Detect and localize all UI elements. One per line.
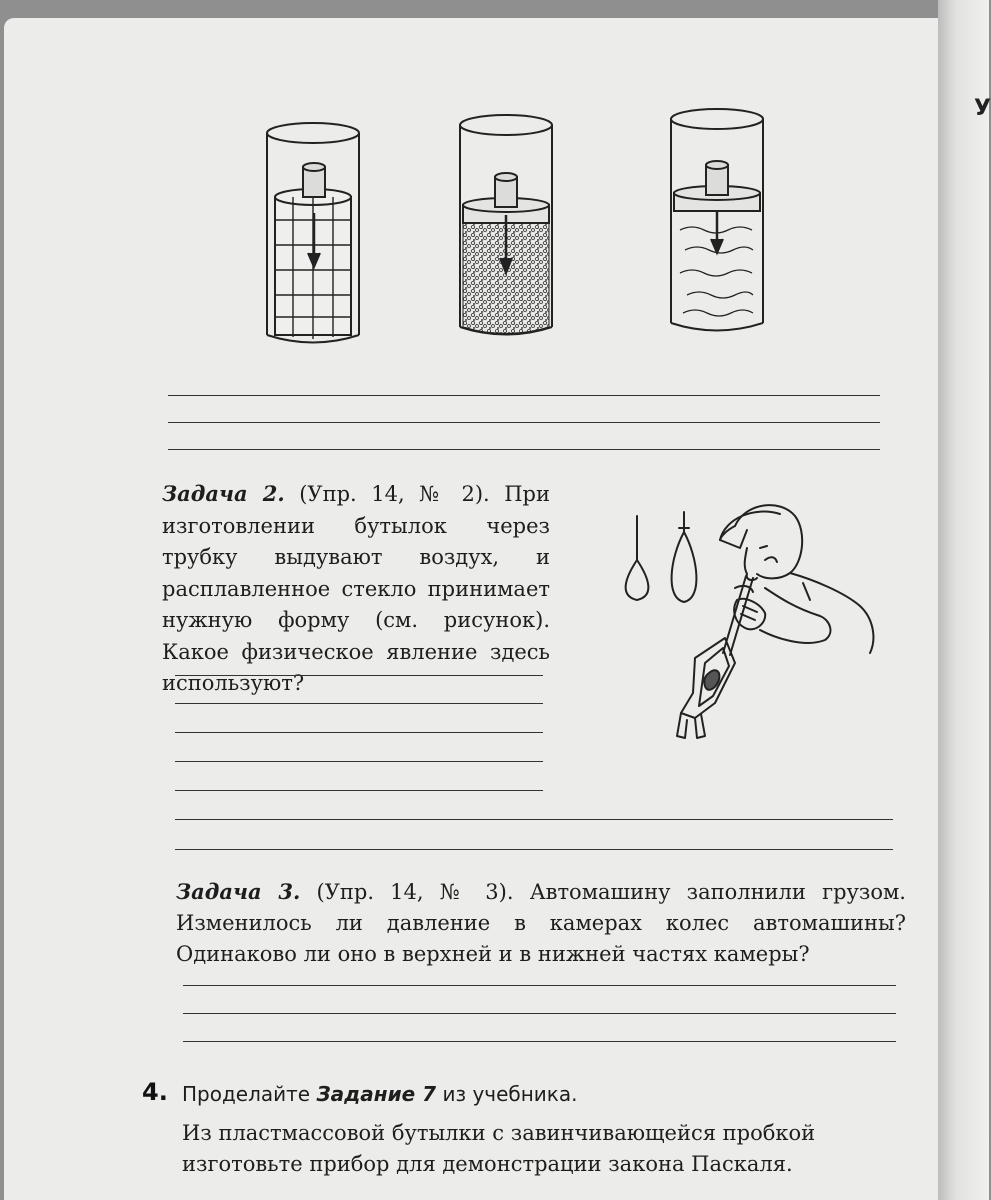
margin-letter: У	[974, 96, 991, 121]
answer-line[interactable]	[175, 849, 893, 850]
cylinders-figure	[255, 105, 785, 360]
task-2	[162, 478, 550, 700]
answer-line[interactable]	[168, 449, 880, 450]
item-4-intro-end: из учебника.	[436, 1082, 578, 1106]
item-4-intro: Проделайте	[182, 1082, 317, 1106]
answer-line[interactable]	[168, 422, 880, 423]
task-3	[176, 876, 906, 970]
answer-line[interactable]	[175, 790, 543, 791]
answer-line[interactable]	[175, 819, 893, 820]
answer-line[interactable]	[168, 395, 880, 396]
item-4-number: 4.	[142, 1078, 168, 1106]
task-3-text: (Упр. 14, № 3). Автомашину заполнили грузом. Изменилось ли давление в камерах колес автомашины? Одинаково ли оно в верхней и в нижней частях камеры?	[176, 880, 906, 966]
answer-line[interactable]	[175, 703, 543, 704]
item-4-bold: Задание 7	[316, 1082, 437, 1106]
cylinder-granular	[460, 115, 552, 335]
task-2-label: Задача 2.	[162, 481, 285, 506]
answer-line[interactable]	[183, 1041, 896, 1042]
task-3-label: Задача 3.	[176, 879, 301, 904]
answer-line[interactable]	[183, 985, 896, 986]
item-4-text: Из пластмассовой бутылки с завинчивающейся пробкой изготовьте прибор для демонстрации закона Паскаля.	[182, 1121, 816, 1176]
answer-line[interactable]	[175, 675, 543, 676]
glassblower-figure	[615, 488, 885, 743]
answer-line[interactable]	[175, 761, 543, 762]
task-2-text: (Упр. 14, № 2). При изготовлении бутылок через трубку выдувают воздух, и расплавленное стекло принимает нужную форму (см. рисунок). Какое физическое явление здесь используют?	[162, 482, 550, 695]
cylinder-liquid	[671, 109, 763, 331]
next-page-edge	[938, 0, 989, 1200]
answer-line[interactable]	[183, 1013, 896, 1014]
answer-line[interactable]	[175, 732, 543, 733]
item-4-heading	[182, 1079, 782, 1109]
cylinder-solid	[267, 123, 359, 343]
